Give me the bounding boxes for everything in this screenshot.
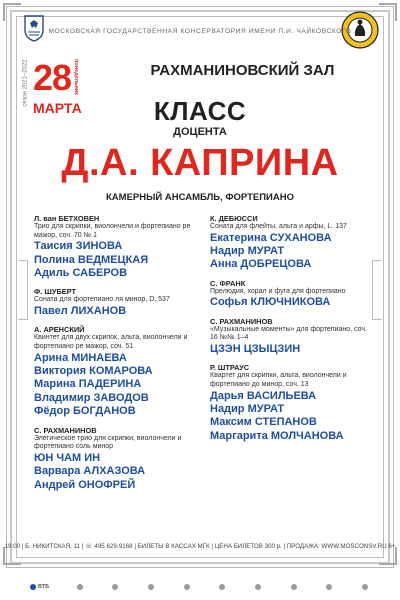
weekday-text: понедельник xyxy=(72,59,79,95)
corner-ornament xyxy=(3,3,21,21)
performer-name: Таисия ЗИНОВА xyxy=(34,240,123,253)
sponsor-mark-icon xyxy=(362,584,368,590)
work-title: Квинтет для двух скрипок, альта, виолончели и фортепиано ре мажор, соч. 51 xyxy=(34,334,188,350)
performer-name: Андрей ОНОФРЕЙ xyxy=(34,478,136,491)
work-title: Трио для скрипки, виолончели и фортепиано ре мажор, соч. 70 № 1 xyxy=(34,223,191,239)
performer-name: Марина ПАДЕРИНА xyxy=(34,378,142,391)
sponsor-mark-icon xyxy=(219,584,225,590)
sponsor-mark-icon xyxy=(184,584,190,590)
sponsor-logo xyxy=(362,584,370,590)
performer-name: Надир МУРАТ xyxy=(210,403,285,415)
sponsor-logo xyxy=(326,584,334,590)
sponsor-logo xyxy=(255,584,263,590)
work-title: Соната для флейты, альта и арфы, L. 137 xyxy=(210,223,347,230)
sponsor-logo xyxy=(112,584,120,590)
performer-name: Арина МИНАЕВА xyxy=(34,351,127,364)
performer-name: Полина ВЕДМЕЦКАЯ xyxy=(34,253,149,266)
performer-name: Надир МУРАТ xyxy=(210,245,285,257)
date-weekday xyxy=(72,58,80,98)
work-title: Соната для фортепиано ля минор, D. 537 xyxy=(34,296,170,304)
program-item xyxy=(210,363,376,443)
work-title: Прелюдия, хорал и фуга для фортепиано xyxy=(210,287,346,295)
composer-name: К. ДЕБЮССИ xyxy=(210,214,258,223)
composer-name: А. АРЕНСКИЙ xyxy=(34,325,85,335)
class-title: КЛАСС xyxy=(153,96,247,126)
hall-name: РАХМАНИНОВСКИЙ ЗАЛ xyxy=(150,62,335,79)
work-title: «Музыкальные моменты» для фортепиано, соч. 16 №№ 1–4 xyxy=(210,325,367,342)
side-ornament xyxy=(18,260,28,320)
performer-name: Павел ЛИХАНОВ xyxy=(34,305,127,317)
date-month: МАРТА xyxy=(33,100,82,116)
conservatory-name: МОСКОВСКАЯ ГОСУДАРСТВЕННАЯ КОНСЕРВАТОРИЯ ИМЕНИ П.И. ЧАЙКОВСКОГО xyxy=(48,28,352,35)
program-item xyxy=(34,287,202,318)
sponsor-logo xyxy=(219,584,227,590)
sponsor-mark-icon xyxy=(255,584,261,590)
sponsor-mark-icon xyxy=(291,584,297,590)
composer-name: С. РАХМАНИНОВ xyxy=(210,316,273,326)
sponsor-logo xyxy=(184,584,192,590)
program-item xyxy=(34,214,202,280)
program-right-column xyxy=(210,214,376,450)
sponsor-logo xyxy=(30,584,49,590)
sponsor-logo xyxy=(291,584,299,590)
composer-name: Р. ШТРАУС xyxy=(210,363,250,373)
performer-name: Екатерина СУХАНОВА xyxy=(210,231,332,244)
sponsor-mark-icon xyxy=(112,584,118,590)
sponsor-mark-icon xyxy=(30,584,36,590)
docent-label: ДОЦЕНТА xyxy=(173,126,227,138)
sponsor-logo xyxy=(148,584,156,590)
program-item xyxy=(34,426,202,492)
performer-name: ЮН ЧАМ ИН xyxy=(34,451,101,464)
sponsor-mark-icon xyxy=(326,584,332,590)
performer-name: Виктория КОМАРОВА xyxy=(34,365,153,377)
program-item xyxy=(34,325,202,418)
performer-name: Анна ДОБРЕЦОВА xyxy=(210,258,312,271)
sponsor-mark-icon xyxy=(148,584,154,590)
sponsor-mark-icon xyxy=(77,584,83,590)
concert-subtitle: КАМЕРНЫЙ АНСАМБЛЬ, ФОРТЕПИАНО xyxy=(106,192,294,203)
corner-ornament xyxy=(379,3,397,21)
performer-name: ЦЗЭН ЦЗЫЦЗИН xyxy=(210,343,301,355)
teacher-name: Д.А. КАПРИНА xyxy=(61,142,339,184)
program-item xyxy=(210,279,376,310)
performer-name: Фёдор БОГДАНОВ xyxy=(34,405,136,418)
performer-name: Дарья ВАСИЛЬЕВА xyxy=(210,389,317,402)
performer-name: Варвара АЛХАЗОВА xyxy=(34,465,146,478)
work-title: Элегическое трио для скрипки, виолончели и фортепиано соль минор xyxy=(34,434,182,451)
program-item xyxy=(210,317,376,357)
composer-name: С. РАХМАНИНОВ xyxy=(34,425,97,435)
composer-name: Ф. ШУБЕРТ xyxy=(34,287,77,297)
program-left-column xyxy=(34,214,202,499)
performer-name: Владимир ЗАВОДОВ xyxy=(34,391,149,404)
sponsor-logo xyxy=(77,584,85,590)
season-text: сезон 2021–2022 xyxy=(22,59,29,107)
program-item xyxy=(210,214,376,272)
work-title: Квартет для скрипки, альта, виолончели и фортепиано до минор, соч. 13 xyxy=(210,372,347,388)
performer-name: Адиль САБЕРОВ xyxy=(34,267,128,279)
performer-name: Максим СТЕПАНОВ xyxy=(210,416,317,429)
footer-info: 19:00 | Б. НИКИТСКАЯ, 11 | ☏ 495 629-9168 | БИЛЕТЫ В КАССАХ МГК | ЦЕНА БИЛЕТОВ 300 р. | ПРОДАЖА: WWW.MOSCONSV.RU 6+ xyxy=(4,543,396,550)
composer-name: С. ФРАНК xyxy=(210,278,246,288)
performer-name: Софья КЛЮЧНИКОВА xyxy=(210,296,331,309)
sponsor-logos xyxy=(30,580,370,594)
composer-name: Л. ван БЕТХОВЕН xyxy=(34,214,100,223)
sponsor-label: ВТБ xyxy=(38,584,50,590)
date-day: 28 xyxy=(33,57,72,98)
performer-name: Маргарита МОЛЧАНОВА xyxy=(210,429,344,442)
